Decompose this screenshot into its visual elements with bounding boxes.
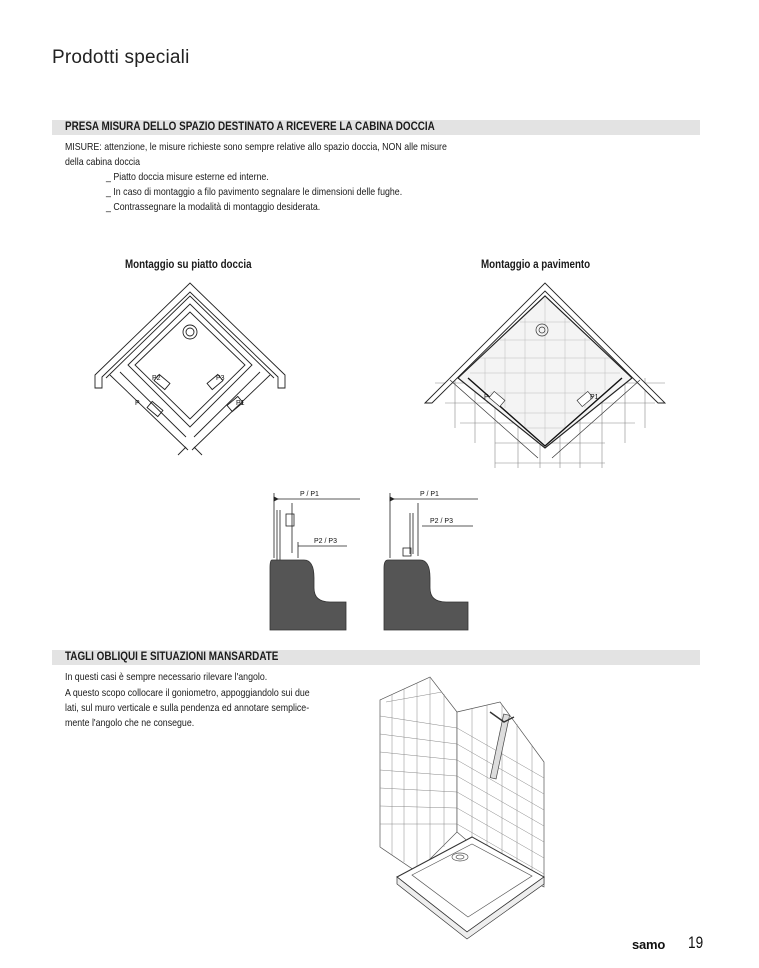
label-p3: P3 — [216, 375, 225, 382]
label-p1: P1 — [590, 394, 599, 401]
section-floor-diagram — [378, 488, 488, 633]
brand-logo: samo — [632, 937, 666, 952]
body-text: A questo scopo collocare il goniometro, appoggiandolo sui due — [65, 687, 310, 699]
diagram-title-right: Montaggio a pavimento — [481, 259, 591, 271]
label-p-p1: P / P1 — [300, 491, 319, 498]
attic-shower-illustration — [372, 672, 552, 942]
tray-mount-diagram — [90, 280, 300, 465]
section-tray-diagram — [262, 488, 372, 633]
section-heading-bar — [52, 120, 700, 135]
diagram-title-left: Montaggio su piatto doccia — [125, 259, 252, 271]
floor-mount-diagram — [420, 278, 670, 473]
body-text: mente l'angolo che ne consegue. — [65, 717, 195, 729]
body-text: lati, sul muro verticale e sulla pendenza ed annotare semplice- — [65, 702, 310, 714]
label-p2: P2 — [152, 375, 161, 382]
label-p2-p3: P2 / P3 — [430, 518, 453, 525]
label-p-p1: P / P1 — [420, 491, 439, 498]
bullet-item: _ In caso di montaggio a filo pavimento segnalare le dimensioni delle fughe. — [106, 186, 403, 198]
label-p2-p3: P2 / P3 — [314, 538, 337, 545]
label-p: P — [484, 394, 489, 401]
bullet-item: _ Contrassegnare la modalità di montaggio desiderata. — [106, 201, 321, 213]
label-p: P — [135, 400, 140, 407]
bullet-item: _ Piatto doccia misure esterne ed interne. — [106, 171, 269, 183]
label-p1: P1 — [236, 400, 245, 407]
section-heading: PRESA MISURA DELLO SPAZIO DESTINATO A RICEVERE LA CABINA DOCCIA — [65, 121, 435, 133]
intro-text: della cabina doccia — [65, 156, 141, 168]
body-text: In questi casi è sempre necessario rilevare l'angolo. — [65, 671, 268, 683]
page-title: Prodotti speciali — [52, 47, 190, 68]
section-heading-bar — [52, 650, 700, 665]
section-heading: TAGLI OBLIQUI E SITUAZIONI MANSARDATE — [65, 651, 279, 663]
page-number: 19 — [688, 933, 704, 952]
intro-text: MISURE: attenzione, le misure richieste sono sempre relative allo spazio doccia, NON alle misure — [65, 141, 447, 153]
